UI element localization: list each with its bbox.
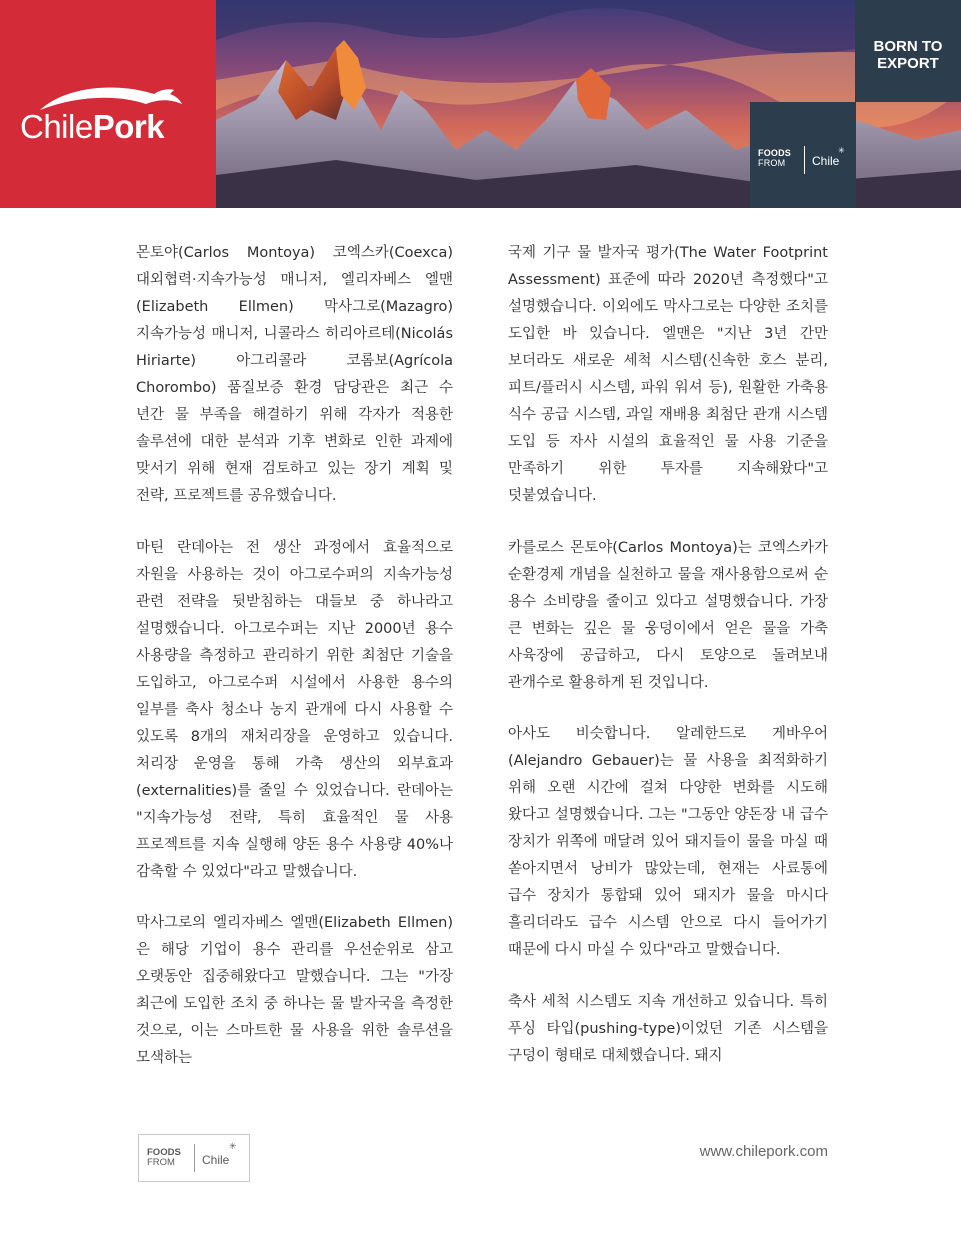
born-to-export-panel (855, 0, 961, 102)
website-link[interactable]: www.chilepork.com (699, 1143, 828, 1160)
paragraph: 막사그로의 엘리자베스 엘맨(Elizabeth Ellmen)은 해당 기업이 용수 관리를 우선순위로 삼고 오랫동안 집중해왔다고 말했습니다. 그는 "가장 최근에 도입한 조치 중 하나는 물 발자국을 측정한 것으로, 이는 스마트한 물 사용을 위한 솔루션을 모색하는 (136, 915, 453, 1066)
paragraph: 카를로스 몬토야(Carlos Montoya)는 코엑스카가 순환경제 개념을 실천하고 물을 재사용함으로써 순 용수 소비량을 줄이고 있다고 설명했습니다. 가장 큰 변화는 깊은 물 웅덩이에서 얻은 물을 가축 사육장에 공급하고, 다시 토양으로 돌려보내 관개수로 활용하게 된 것입니다. (508, 539, 828, 691)
chilepork-logo[interactable] (16, 80, 206, 150)
footer-foods-from-chile-logo[interactable]: FOODS FROM Chile ✳ (138, 1134, 250, 1182)
right-column (508, 240, 828, 1094)
tagline: BORN TO EXPORT (873, 38, 943, 72)
foods-from-chile-logo: FOODS FROM Chile ✳ (758, 146, 850, 176)
foods-from-chile-panel (750, 102, 856, 208)
paragraph: 축사 세척 시스템도 지속 개선하고 있습니다. 특히 푸싱 타입(pushing-type)이었던 기존 시스템을 구덩이 형태로 대체했습니다. 돼지 (508, 993, 828, 1064)
star-icon: ✳ (229, 1142, 237, 1152)
paragraph: 아사도 비슷합니다. 알레한드로 게바우어(Alejandro Gebauer)는 물 사용을 최적화하기 위해 오랜 시간에 걸쳐 다양한 변화를 시도해 왔다고 설명했습니다. 그는 "그동안 양돈장 내 급수 장치가 위쪽에 매달려 있어 돼지들이 물을 마실 때 쏟아지면서 낭비가 많았는데, 현재는 사료통에 급수 장치가 통합돼 있어 돼지가 물을 마시다 흘리더라도 급수 시스템 안으로 다시 들어가기 때문에 다시 마실 수 있다"라고 말했습니다. (508, 726, 828, 958)
paragraph: 국제 기구 물 발자국 평가(The Water Footprint Assessment) 표준에 따라 2020년 측정했다"고 설명했습니다. 이외에도 막사그로는 다양한 조치를 도입한 바 있습니다. 엘맨은 "지난 3년 간만 보더라도 새로운 세척 시스템(신속한 호스 분리, 피트/플러시 시스템, 파워 워셔 등), 원활한 가축용 식수 공급 시스템, 과일 재배용 최첨단 관개 시스템 도입 등 자사 시설의 효율적인 물 사용 기준을 만족하기 위한 투자를 지속해왔다"고 덧붙였습니다. (508, 245, 828, 504)
left-column (136, 240, 453, 1097)
paragraph: 몬토야(Carlos Montoya) 코엑스카(Coexca) 대외협력·지속가능성 매니저, 엘리자베스 엘맨(Elizabeth Ellmen) 막사그로(Mazagro) 지속가능성 매니저, 니콜라스 히리아르테(Nicolás Hiriarte) 아그리콜라 코롬보(Agrícola Chorombo) 품질보증 환경 담당관은 최근 수 년간 물 부족을 해결하기 위해 각자가 적용한 솔루션에 대한 분석과 기후 변화로 인한 과제에 맞서기 위해 현재 검토하고 있는 장기 계획 및 전략, 프로젝트를 공유했습니다. (136, 245, 453, 504)
header-banner (0, 0, 961, 208)
star-icon: ✳ (838, 146, 845, 155)
logo-wordmark: ChilePork (20, 108, 165, 145)
paragraph: 마틴 란데아는 전 생산 과정에서 효율적으로 자원을 사용하는 것이 아그로수퍼의 지속가능성 관련 전략을 뒷받침하는 대들보 중 하나라고 설명했습니다. 아그로수퍼는 지난 2000년 용수 사용량을 측정하고 관리하기 위한 최첨단 기술을 도입하고, 아그로수퍼 시설에서 사용한 용수의 일부를 축사 청소나 농지 관개에 다시 사용할 수 있도록 8개의 재처리장을 운영하고 있습니다. 처리장 운영을 통해 가축 생산의 외부효과(externalities)를 줄일 수 있었습니다. 란데아는 "지속가능성 전략, 특히 효율적인 물 사용 프로젝트를 지속 실행해 양돈 용수 사용량 40%나 감축할 수 있었다"라고 말했습니다. (136, 539, 453, 880)
brand-block (0, 0, 216, 208)
